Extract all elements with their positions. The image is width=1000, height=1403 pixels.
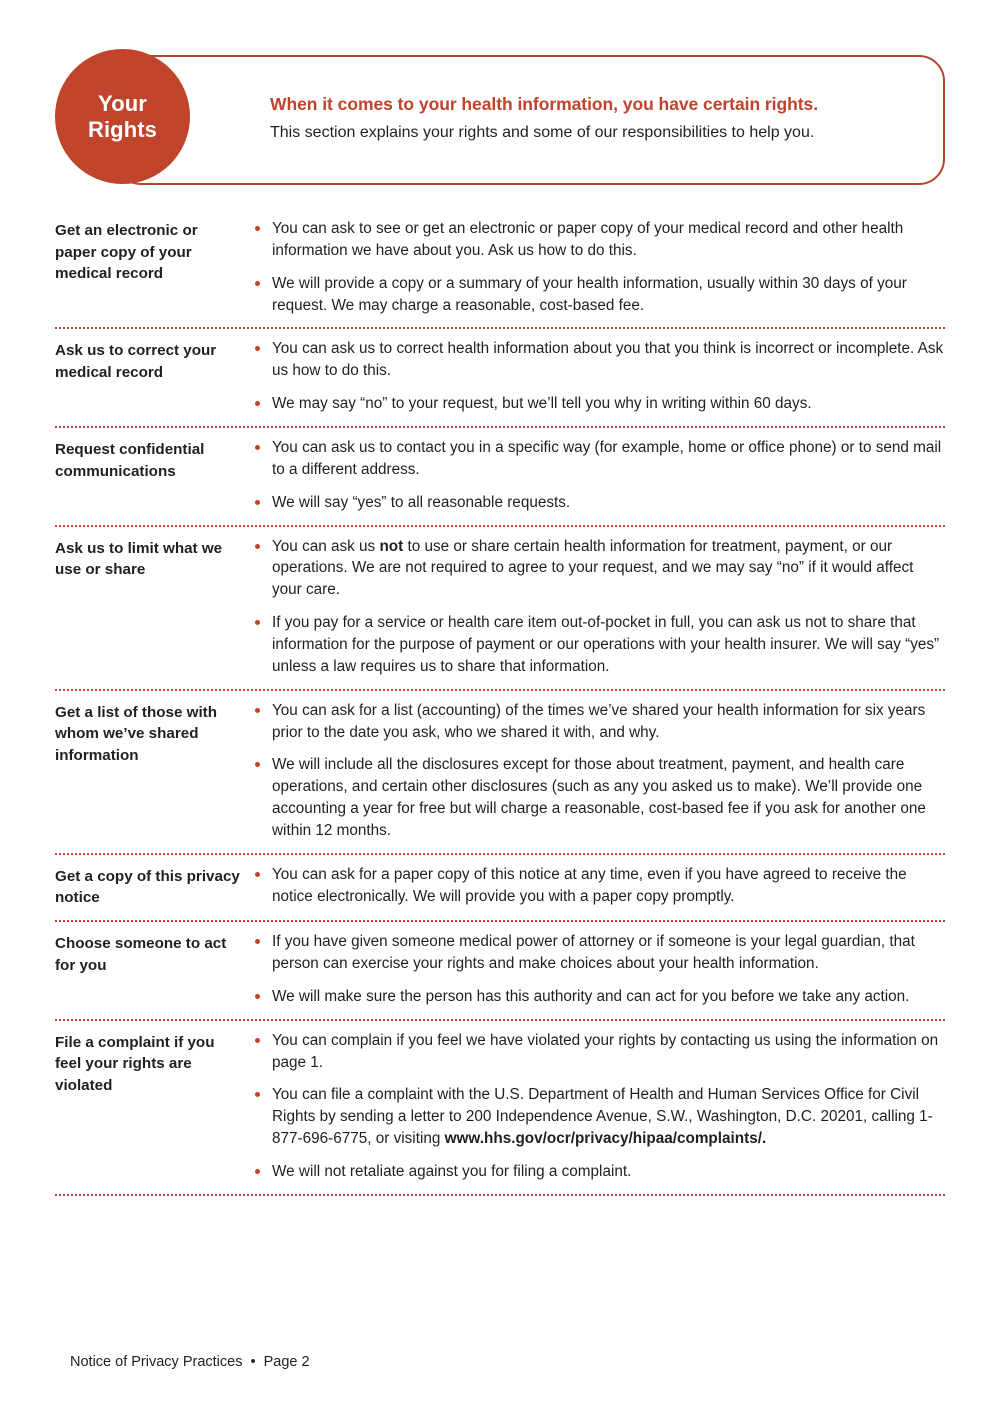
- rights-bullet: We will make sure the person has this authority and can act for you before we take any action.: [252, 986, 945, 1008]
- rights-row: [55, 209, 945, 327]
- rights-row: [55, 428, 945, 525]
- page: [0, 55, 1000, 1403]
- rights-bullet: You can ask for a list (accounting) of the times we’ve shared your health information for six years prior to the date you ask, who we shared it with, and why.: [252, 700, 945, 744]
- rights-row-term: Choose someone to act for you: [55, 935, 227, 974]
- rights-bullet: You can ask us to contact you in a specific way (for example, home or office phone) or to send mail to a different address.: [252, 437, 945, 481]
- rights-bullet: If you pay for a service or health care item out-of-pocket in full, you can ask us not to share that information for the purpose of payment or our operations with your health insurer. We will say “yes” unless a law requires us to share that information.: [252, 612, 945, 678]
- footer-separator-dot: •: [250, 1354, 256, 1370]
- rights-bullet: If you have given someone medical power of attorney or if someone is your legal guardian, that person can exercise your rights and make choices about your health information.: [252, 931, 945, 975]
- your-rights-badge: [55, 49, 190, 184]
- page-footer: [70, 1354, 310, 1370]
- rights-row-body: [252, 700, 945, 842]
- rights-bullet: We may say “no” to your request, but we’ll tell you why in writing within 60 days.: [252, 393, 945, 415]
- rights-row-term: File a complaint if you feel your rights are violated: [55, 1033, 215, 1094]
- rights-bullet: You can file a complaint with the U.S. Department of Health and Human Services Office for Civil Rights by sending a letter to 200 Independence Avenue, S.W., Washington, D.C. 20201, calling 1-877-696-6775, or visiting www.hhs.gov/ocr/privacy/hipaa/complaints/.: [252, 1084, 945, 1150]
- rights-row-term: Get a copy of this privacy notice: [55, 867, 240, 907]
- rights-table: [55, 209, 945, 1196]
- badge-line-1: Your: [98, 90, 147, 116]
- header-title: When it comes to your health information, you have certain rights.: [270, 94, 819, 114]
- rights-bullet: You can ask to see or get an electronic or paper copy of your medical record and other health information we have about you. Ask us how to do this.: [252, 218, 945, 262]
- rights-row: [55, 329, 945, 426]
- rights-row: [55, 855, 945, 920]
- row-separator: [55, 1194, 945, 1196]
- rights-row-body: [252, 931, 945, 1008]
- footer-document-title: Notice of Privacy Practices: [70, 1354, 243, 1370]
- footer-page-number: Page 2: [263, 1354, 310, 1370]
- rights-row-term: Get a list of those with whom we’ve shared information: [55, 703, 218, 764]
- rights-row-body: [252, 1030, 945, 1183]
- badge-line-2: Rights: [87, 116, 158, 142]
- rights-row-term: Request confidential communications: [55, 441, 205, 480]
- rights-row: [55, 922, 945, 1019]
- rights-row-term: Get an electronic or paper copy of your medical record: [55, 222, 198, 283]
- rights-row-body: [252, 338, 945, 415]
- header-subtitle: This section explains your rights and some of our responsibilities to help you.: [270, 123, 815, 141]
- rights-row-body: [252, 536, 945, 678]
- rights-row-term: Ask us to limit what we use or share: [55, 539, 223, 579]
- rights-row: [55, 527, 945, 689]
- your-rights-header: [55, 55, 945, 185]
- rights-bullet: You can complain if you feel we have violated your rights by contacting us using the information on page 1.: [252, 1030, 945, 1074]
- rights-row-body: [252, 218, 945, 316]
- rights-row: [55, 691, 945, 853]
- rights-bullet: You can ask us not to use or share certain health information for treatment, payment, or our operations. We are not required to agree to your request, and we may say “no” if it would affect your care.: [252, 536, 945, 602]
- header-text-block: [270, 93, 905, 143]
- rights-row-body: [252, 864, 945, 908]
- rights-bullet: We will provide a copy or a summary of your health information, usually within 30 days of your request. We may charge a reasonable, cost-based fee.: [252, 273, 945, 317]
- rights-bullet: We will not retaliate against you for filing a complaint.: [252, 1161, 945, 1183]
- rights-bullet: You can ask for a paper copy of this notice at any time, even if you have agreed to receive the notice electronically. We will provide you with a paper copy promptly.: [252, 864, 945, 908]
- rights-bullet: We will say “yes” to all reasonable requests.: [252, 492, 945, 514]
- rights-bullet: You can ask us to correct health information about you that you think is incorrect or incomplete. Ask us how to do this.: [252, 338, 945, 382]
- rights-row-body: [252, 437, 945, 514]
- rights-row-term: Ask us to correct your medical record: [55, 342, 217, 382]
- rights-row: [55, 1021, 945, 1194]
- rights-bullet: We will include all the disclosures except for those about treatment, payment, and health care operations, and certain other disclosures (such as any you asked us to make). We’ll provide one accounting a year for free but will charge a reasonable, cost-based fee if you ask for another one within 12 months.: [252, 754, 945, 841]
